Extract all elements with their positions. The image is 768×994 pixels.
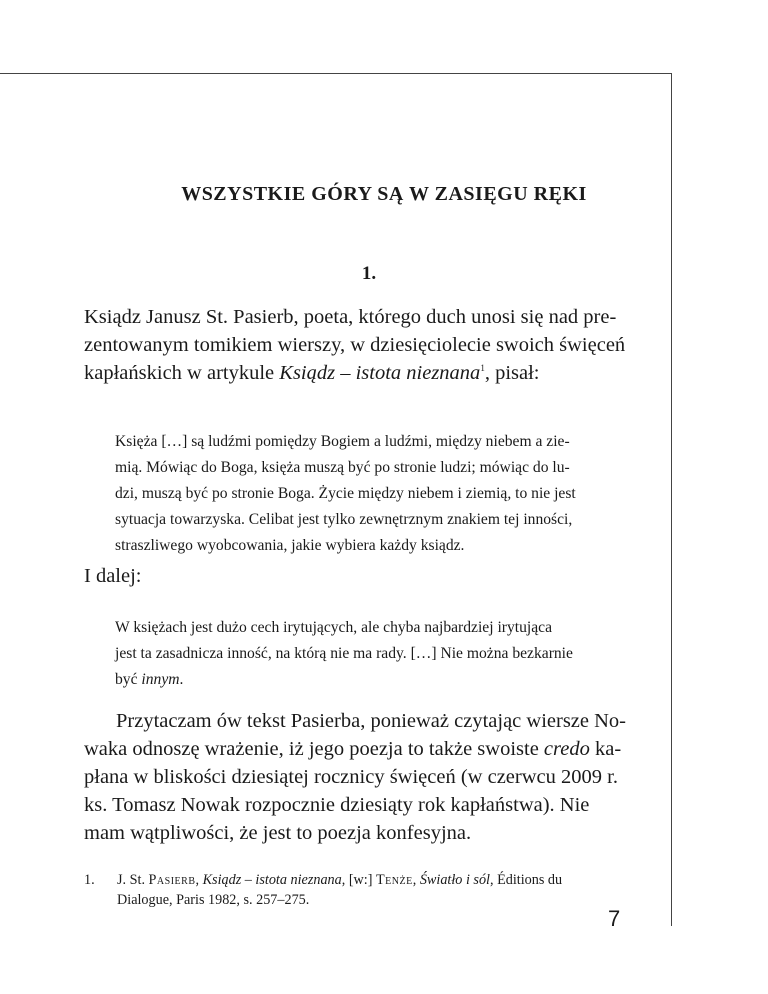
footnote-line: Dialogue, Paris 1982, s. 257–275.: [117, 892, 310, 908]
text-span: , pisał:: [484, 362, 540, 384]
paragraph-line: płana w bliskości dziesiątej rocznicy święceń (w czerwcu 2009 r.: [84, 766, 618, 788]
text-span: kapłańskich w artykule: [84, 362, 280, 384]
text-span: , Éditions du: [490, 872, 563, 888]
page-number: 7: [608, 906, 621, 931]
paragraph-line: ks. Tomasz Nowak rozpocznie dziesiąty rok kapłaństwa). Nie: [84, 794, 590, 816]
text-span: J. St.: [117, 872, 149, 888]
quote-line: straszliwego wyobcowania, jakie wybiera każdy ksiądz.: [115, 537, 465, 554]
paragraph-line: Ksiądz Janusz St. Pasierb, poeta, którego duch unosi się nad pre-: [84, 306, 617, 328]
text-span: być: [115, 671, 142, 688]
quote-line: dzi, muszą być po stronie Boga. Życie między niebem i ziemią, to nie jest: [115, 485, 576, 502]
italic-text: credo: [543, 738, 590, 760]
paragraph-line: zentowanym tomikiem wierszy, w dziesięciolecie swoich święceń: [84, 334, 626, 356]
chapter-title: WSZYSTKIE GÓRY SĄ W ZASIĘGU RĘKI: [181, 183, 587, 205]
quote-line: W księżach jest dużo cech irytujących, ale chyba najbardziej irytująca: [115, 619, 552, 636]
paragraph-line: Przytaczam ów tekst Pasierba, ponieważ czytając wiersze No-: [116, 710, 626, 732]
author-name: Tenże: [376, 872, 413, 888]
quote-line: Księża […] są ludźmi pomiędzy Bogiem a ludźmi, między niebem a zie-: [115, 433, 570, 450]
text-span: ,: [195, 872, 203, 888]
book-title: Światło i sól: [419, 872, 490, 888]
text-span: .: [179, 671, 184, 688]
quote-line: [115, 671, 183, 689]
section-number: 1.: [361, 263, 377, 284]
text-span: ,: [412, 872, 420, 888]
footnote-ref: 1: [480, 363, 485, 374]
text-span: ka-: [589, 738, 622, 760]
paragraph-line: mam wątpliwości, że jest to poezja konfesyjna.: [84, 822, 472, 844]
footnote-number: 1.: [84, 872, 95, 888]
quote-line: jest ta zasadnicza inność, na którą nie ma rady. […] Nie można bezkarnie: [115, 645, 573, 662]
text-span: waka odnoszę wrażenie, iż jego poezja to także swoiste: [84, 738, 544, 760]
paragraph-line: [84, 738, 621, 761]
header-rule: [0, 73, 672, 74]
article-title: Ksiądz – istota nieznana: [202, 872, 342, 888]
paragraph-line: I dalej:: [84, 565, 142, 587]
quote-line: mią. Mówiąc do Boga, księża muszą być po stronie ludzi; mówiąc do lu-: [115, 459, 570, 476]
quote-line: sytuacja towarzyska. Celibat jest tylko zewnętrznym znakiem tej inności,: [115, 511, 573, 528]
author-name: Pasierb: [148, 872, 196, 888]
footnote-line: [117, 872, 562, 889]
text-span: , [w:]: [341, 872, 377, 888]
italic-text: innym: [141, 671, 180, 688]
article-title: Ksiądz – istota nieznana: [279, 362, 481, 384]
paragraph-line: [84, 362, 539, 385]
